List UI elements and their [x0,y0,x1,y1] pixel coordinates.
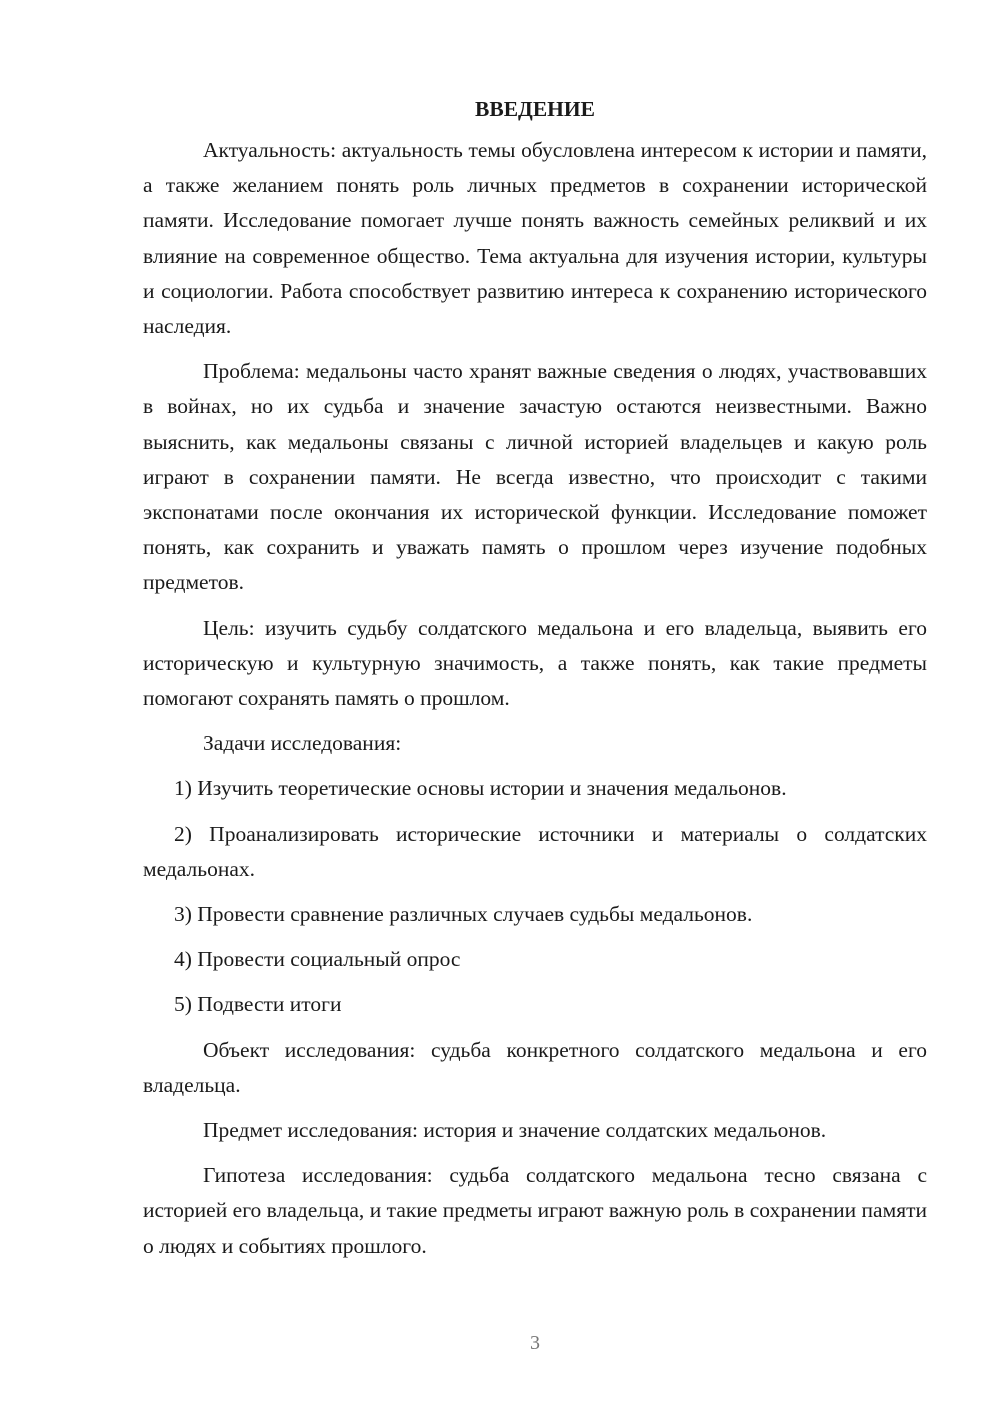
paragraph-subject: Предмет исследования: история и значение солдатских медальонов. [203,1118,827,1143]
page-content [143,92,927,1274]
task-item-3: 3) Провести сравнение различных случаев судьбы медальонов. [174,902,753,927]
page-number: 3 [530,1332,540,1354]
paragraph-goal: Цель: изучить судьбу солдатского медальона и его владельца, выявить его историческую и культурную значимость, а также понять, как такие предметы помогают сохранять память о прошлом. [143,615,927,711]
paragraph-hypothesis: Гипотеза исследования: судьба солдатского медальона тесно связана с историей его владельца, и такие предметы играют важную роль в сохранении памяти о людях и событиях прошлого. [143,1163,927,1258]
paragraph-object: Объект исследования: судьба конкретного солдатского медальона и его владельца. [143,1037,927,1097]
task-item-5: 5) Подвести итоги [174,992,342,1017]
task-item-4: 4) Провести социальный опрос [174,947,461,972]
paragraph-tasks-heading: Задачи исследования: [203,731,402,756]
paragraph-problem: Проблема: медальоны часто хранят важные сведения о людях, участвовавших в войнах, но их судьба и значение зачастую остаются неизвестными. Важно выяснить, как медальоны связаны с личной историей владельцев и какую роль играют в сохранении памяти. Не всегда известно, что происходит с такими экспонатами после окончания их исторической функции. Исследование поможет понять, как сохранить и уважать память о прошлом через изучение подобных предметов. [143,359,927,595]
paragraph-relevance: Актуальность: актуальность темы обусловлена интересом к истории и памяти, а также желанием понять роль личных предметов в сохранении исторической памяти. Исследование помогает лучше понять важность семейных реликвий и их влияние на современное общество. Тема актуальна для изучения истории, культуры и социологии. Работа способствует развитию интереса к сохранению исторического наследия. [143,138,927,339]
task-item-2: 2) Проанализировать исторические источники и материалы о солдатских медальонах. [143,821,927,881]
section-title: ВВЕДЕНИЕ [475,97,595,121]
task-item-1: 1) Изучить теоретические основы истории и значения медальонов. [174,776,787,801]
